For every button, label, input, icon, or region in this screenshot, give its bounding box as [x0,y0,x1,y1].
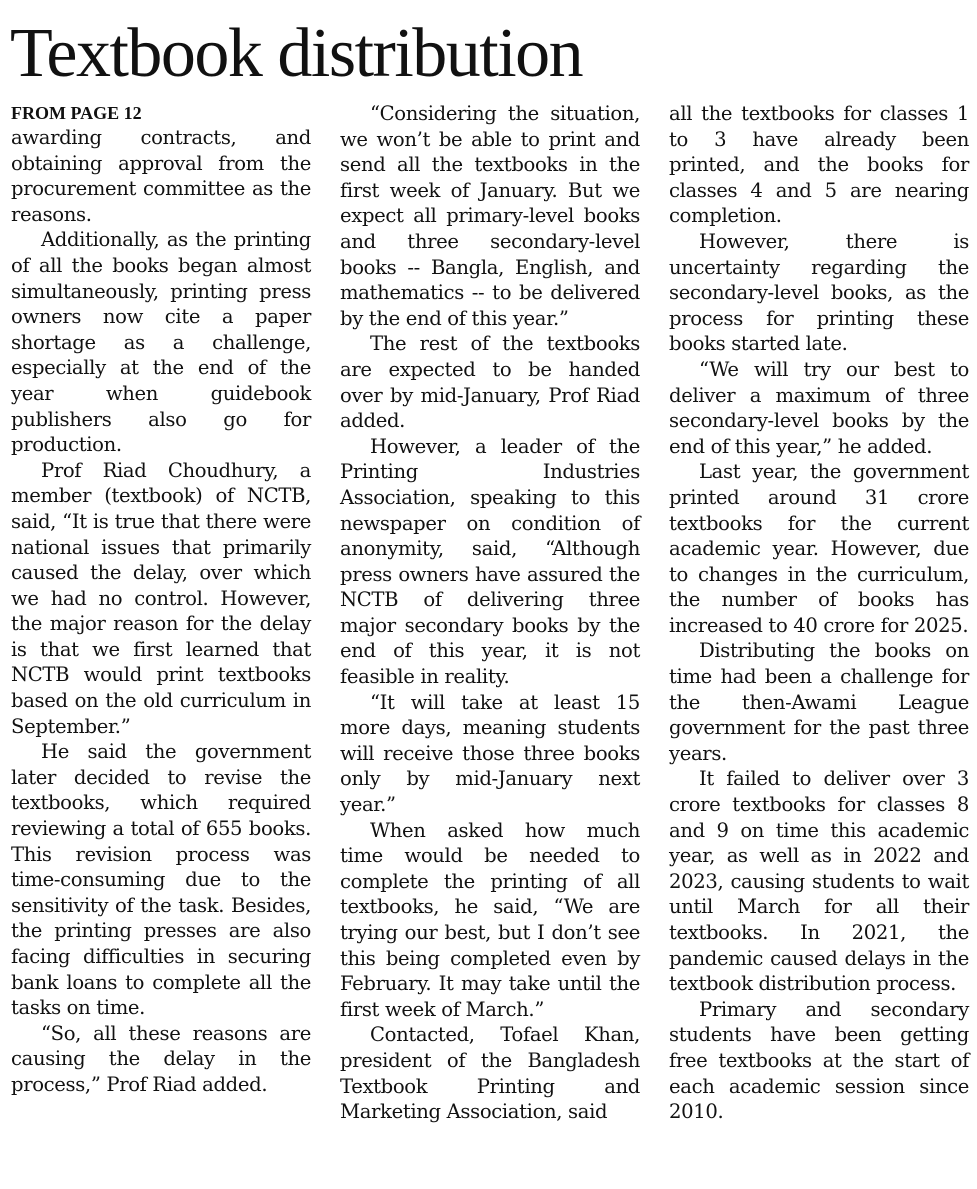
paragraph: “It will take at least 15 more days, meaning students will receive those three books only by mid-January next year.” [340,690,640,817]
paragraph: all the textbooks for classes 1 to 3 have already been printed, and the books for classes 4 and 5 are nearing completion. [669,102,969,228]
column-2 [340,101,640,1125]
paragraph: Prof Riad Choudhury, a member (textbook) of NCTB, said, “It is true that there were national issues that primarily caused the delay, over which we had no control. However, the major reason for the delay is that we first learned that NCTB would print textbooks based on the old curriculum in September.” [11,458,311,738]
paragraph: Primary and secondary students have been getting free textbooks at the start of each academic session since 2010. [669,997,969,1124]
paragraph: “Considering the situation, we won’t be able to print and send all the textbooks in the first week of January. But we expect all primary-level books and three secondary-level books -- Bangla, English, and mathematics -- to be delivered by the end of this year.” [340,102,640,330]
paragraph: However, a leader of the Printing Industries Association, speaking to this newspaper on condition of anonymity, said, “Although press owners have assured the NCTB of delivering three major secondary books by the end of this year, it is not feasible in reality. [340,434,640,689]
paragraph: It failed to deliver over 3 crore textbooks for classes 8 and 9 on time this academic year, as well as in 2022 and 2023, causing students to wait until March for all their textbooks. In 2021, the pandemic caused delays in the textbook distribution process. [669,767,969,996]
paragraph: However, there is uncertainty regarding the secondary-level books, as the process for printing these books started late. [669,229,969,356]
paragraph: Distributing the books on time had been a challenge for the then-Awami League government for the past three years. [669,639,969,765]
column-1 [11,101,311,1125]
paragraph: When asked how much time would be needed to complete the printing of all textbooks, he said, “We are trying our best, but I don’t see this being completed even by February. It may take until the first week of March.” [340,818,640,1021]
paragraph: “So, all these reasons are causing the delay in the process,” Prof Riad added. [11,1021,311,1096]
headline: Textbook distribution [10,15,583,92]
paragraph: Additionally, as the printing of all the books began almost simultaneously, printing press owners now cite a paper shortage as a challenge, especially at the end of the year when guidebook publishers also go for production. [11,228,311,457]
continuation-kicker: FROM PAGE 12 [11,103,142,123]
paragraph: He said the government later decided to revise the textbooks, which required reviewing a total of 655 books. This revision process was time-consuming due to the sensitivity of the task. Besides, the printing presses are also facing difficulties in securing bank loans to complete all the tasks on time. [11,740,311,1020]
column-3 [669,101,969,1125]
article-body [11,101,969,1125]
paragraph: Last year, the government printed around 31 crore textbooks for the current academic year. However, due to changes in the curriculum, the number of books has increased to 40 crore for 2025. [669,460,969,637]
paragraph: The rest of the textbooks are expected to be handed over by mid-January, Prof Riad added. [340,332,640,433]
paragraph: “We will try our best to deliver a maximum of three secondary-level books by the end of this year,” he added. [669,357,969,458]
paragraph: awarding contracts, and obtaining approval from the procurement committee as the reasons. [11,126,311,226]
paragraph: Contacted, Tofael Khan, president of the Bangladesh Textbook Printing and Marketing Association, said [340,1023,640,1124]
